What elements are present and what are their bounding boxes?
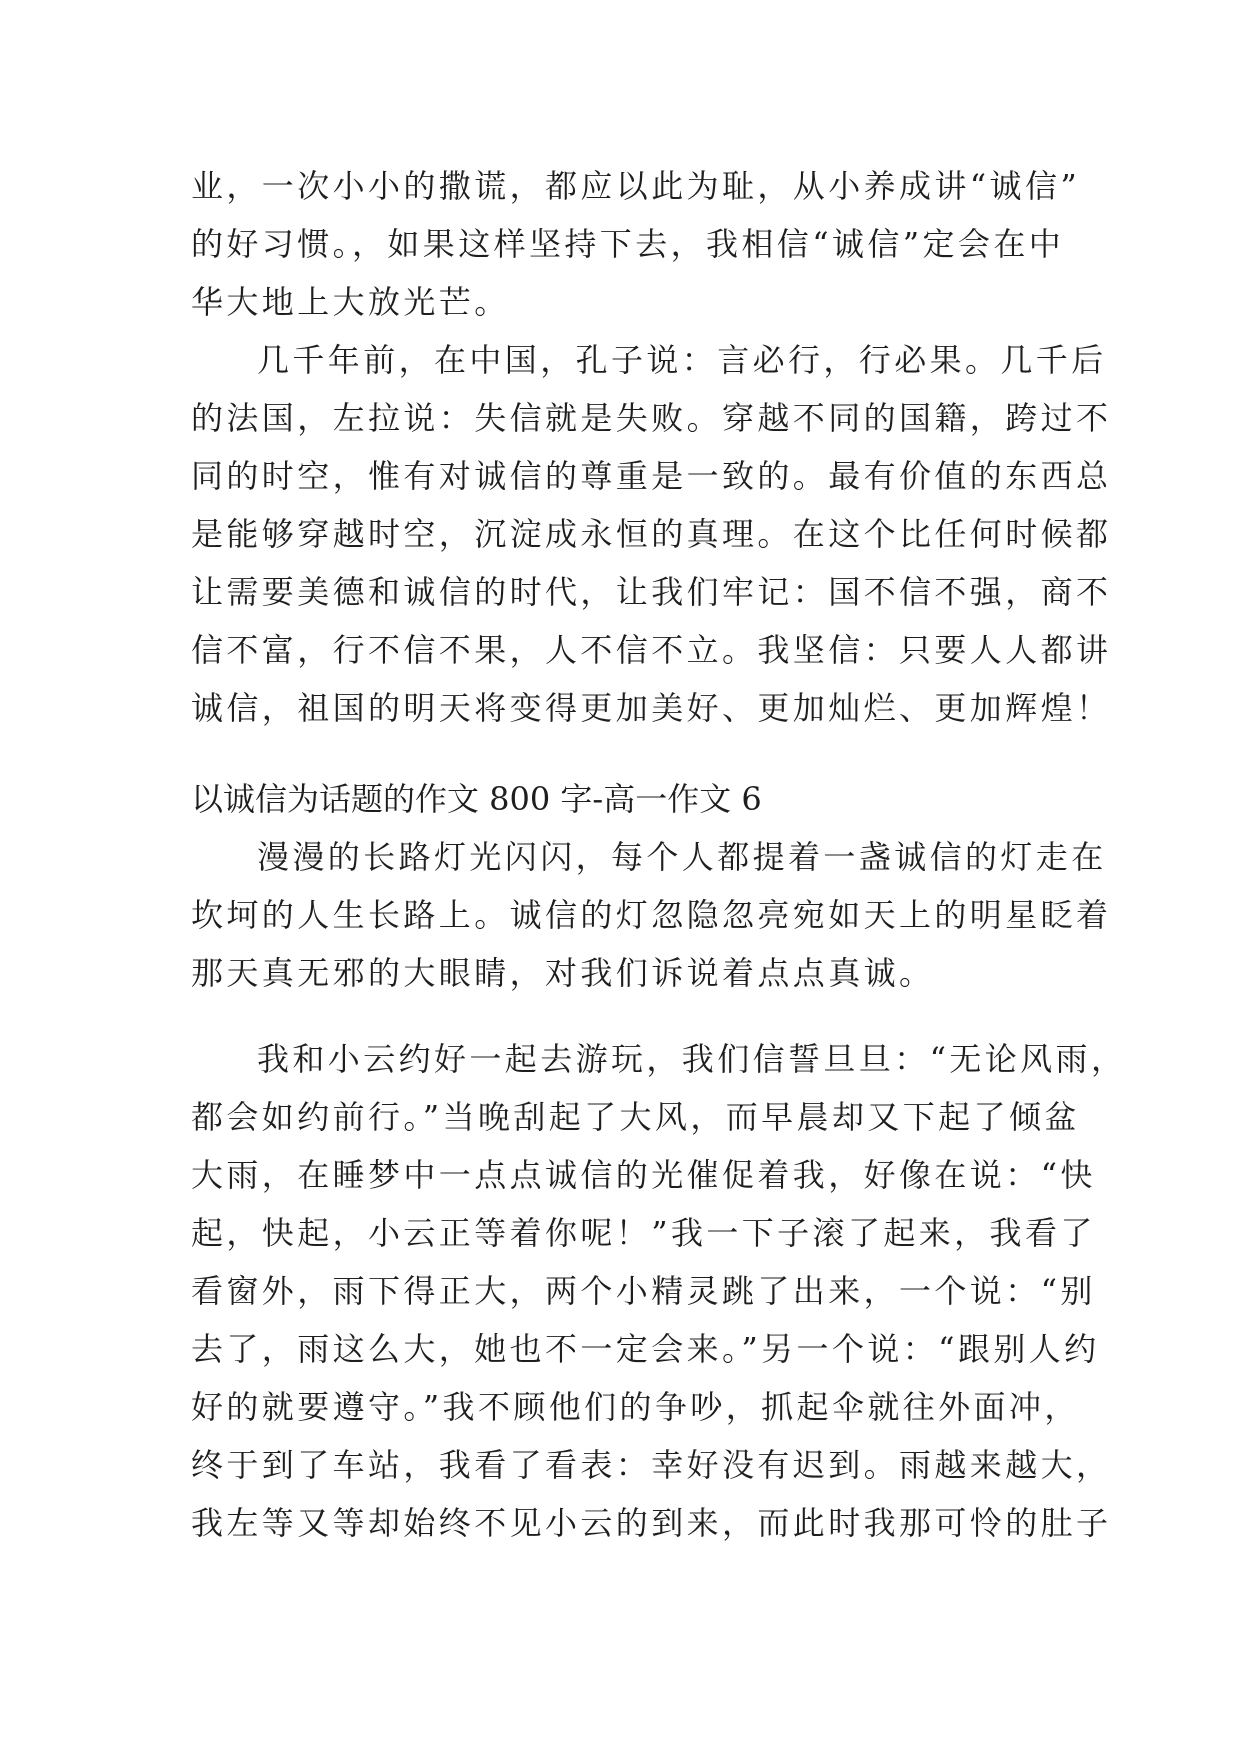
- text-line: 我和小云约好一起去游玩，我们信誓旦旦：“无论风雨，: [257, 1040, 1127, 1078]
- paragraph-continuation: [191, 157, 1081, 331]
- heading-text: 以诚信为话题的作文 800 字-高一作文 6: [191, 780, 762, 818]
- text-line: 同的时空，惟有对诚信的尊重是一致的。最有价值的东西总: [191, 457, 1112, 495]
- text-line: 几千年前，在中国，孔子说：言必行，行必果。几千后: [257, 341, 1107, 379]
- paragraph: [191, 331, 1112, 737]
- text-line: 去了，雨这么大，她也不一定会来。”另一个说：“跟别人约: [191, 1330, 1100, 1368]
- paragraph: [191, 828, 1112, 1002]
- text-line: 的好习惯。，如果这样坚持下去，我相信“诚信”定会在中: [191, 225, 1065, 263]
- text-line: 是能够穿越时空，沉淀成永恒的真理。在这个比任何时候都: [191, 515, 1112, 553]
- paragraph: [191, 1030, 1127, 1552]
- text-line: 让需要美德和诚信的时代，让我们牢记：国不信不强，商不: [191, 573, 1112, 611]
- text-line: 信不富，行不信不果，人不信不立。我坚信：只要人人都讲: [191, 631, 1112, 669]
- section-heading: [191, 770, 1071, 828]
- text-line: 坎坷的人生长路上。诚信的灯忽隐忽亮宛如天上的明星眨着: [191, 896, 1112, 934]
- text-line: 诚信，祖国的明天将变得更加美好、更加灿烂、更加辉煌！: [191, 689, 1112, 727]
- text-line: 的法国，左拉说：失信就是失败。穿越不同的国籍，跨过不: [191, 399, 1112, 437]
- text-line: 大雨，在睡梦中一点点诚信的光催促着我，好像在说：“快: [191, 1156, 1096, 1194]
- text-line: 终于到了车站，我看了看表：幸好没有迟到。雨越来越大，: [191, 1446, 1112, 1484]
- text-line: 业，一次小小的撒谎，都应以此为耻，从小养成讲“诚信”: [191, 167, 1081, 205]
- text-line: 都会如约前行。”当晚刮起了大风，而早晨却又下起了倾盆: [191, 1098, 1080, 1136]
- text-line: 那天真无邪的大眼睛，对我们诉说着点点真诚。: [191, 954, 935, 992]
- text-line: 华大地上大放光芒。: [191, 283, 510, 321]
- text-line: 起，快起，小云正等着你呢！”我一下子滚了起来，我看了: [191, 1214, 1096, 1252]
- text-line: 好的就要遵守。”我不顾他们的争吵，抓起伞就往外面冲，: [191, 1388, 1080, 1426]
- text-line: 我左等又等却始终不见小云的到来，而此时我那可怜的肚子: [191, 1504, 1112, 1542]
- text-line: 漫漫的长路灯光闪闪，每个人都提着一盏诚信的灯走在: [257, 838, 1107, 876]
- text-line: 看窗外，雨下得正大，两个小精灵跳了出来，一个说：“别: [191, 1272, 1096, 1310]
